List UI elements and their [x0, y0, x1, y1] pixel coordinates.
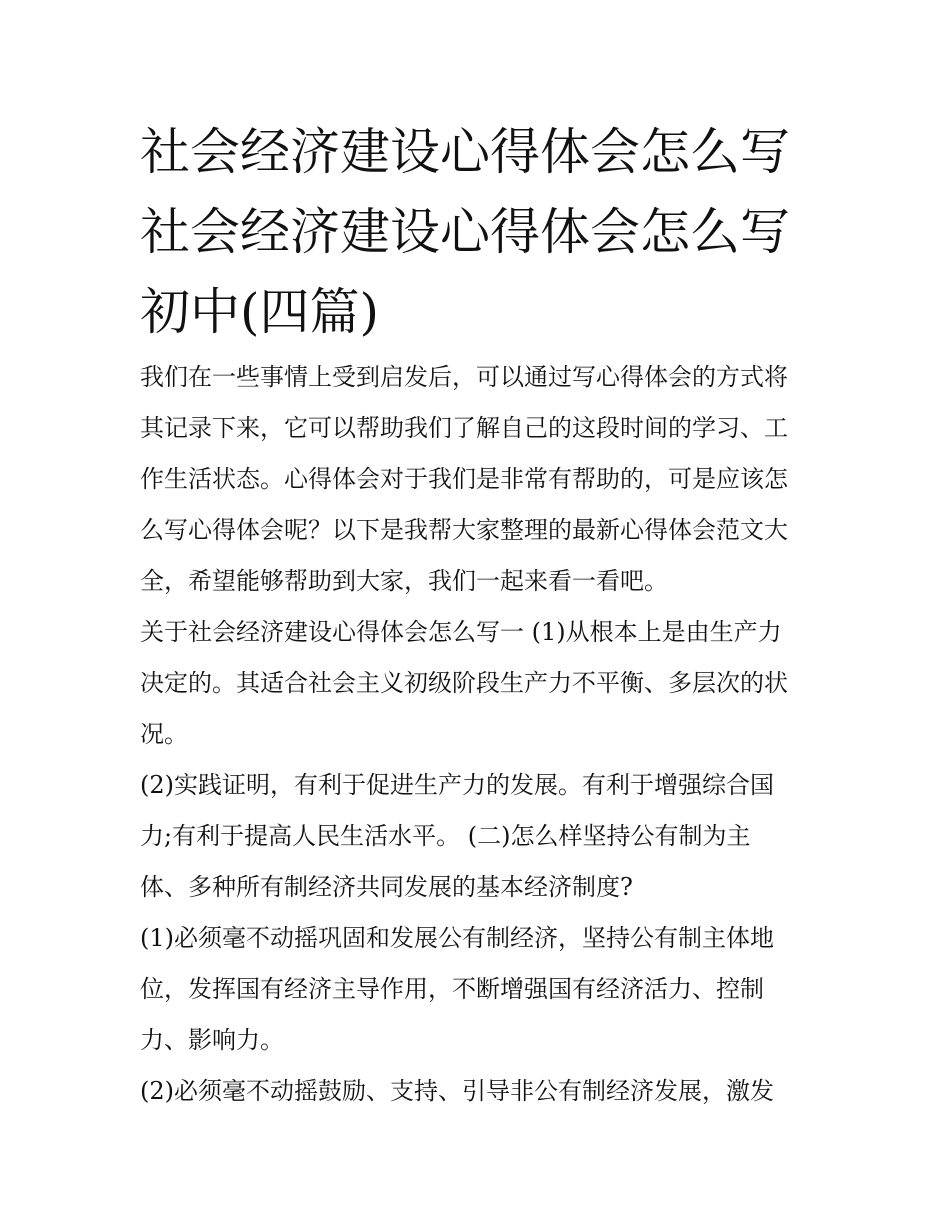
text-line: 关于社会经济建设心得体会怎么写一 (1)从根本上是由生产力: [140, 618, 782, 646]
text-line: 力、影响力。: [140, 1026, 284, 1054]
public-ownership-paragraph: [140, 913, 820, 1066]
document-title: [140, 112, 820, 352]
section-one-paragraph: [140, 607, 820, 760]
title-line: 初中(四篇): [140, 283, 380, 341]
non-public-paragraph: [140, 1066, 820, 1117]
text-line: 力;有利于提高人民生活水平。 (二)怎么样坚持公有制为主: [140, 822, 751, 850]
text-line: 其记录下来，它可以帮助我们了解自己的这段时间的学习、工: [140, 414, 788, 442]
document-body: [140, 352, 820, 1117]
title-line: 社会经济建设心得体会怎么写: [140, 203, 790, 261]
text-line: (1)必须毫不动摇巩固和发展公有制经济，坚持公有制主体地: [140, 924, 774, 952]
text-line: (2)实践证明，有利于促进生产力的发展。有利于增强综合国: [140, 771, 774, 799]
text-line: (2)必须毫不动摇鼓励、支持、引导非公有制经济发展，激发: [140, 1077, 774, 1105]
title-line: 社会经济建设心得体会怎么写: [140, 123, 790, 181]
text-line: 全，希望能够帮助到大家，我们一起来看一看吧。: [140, 567, 668, 595]
text-line: 我们在一些事情上受到启发后，可以通过写心得体会的方式将: [140, 363, 788, 391]
text-line: 体、多种所有制经济共同发展的基本经济制度?: [140, 873, 633, 901]
practice-paragraph: [140, 760, 820, 913]
text-line: 位，发挥国有经济主导作用，不断增强国有经济活力、控制: [140, 975, 764, 1003]
intro-paragraph: [140, 352, 820, 607]
text-line: 决定的。其适合社会主义初级阶段生产力不平衡、多层次的状: [140, 669, 788, 697]
text-line: 么写心得体会呢？以下是我帮大家整理的最新心得体会范文大: [140, 516, 788, 544]
text-line: 作生活状态。心得体会对于我们是非常有帮助的，可是应该怎: [140, 465, 788, 493]
text-line: 况。: [140, 720, 188, 748]
